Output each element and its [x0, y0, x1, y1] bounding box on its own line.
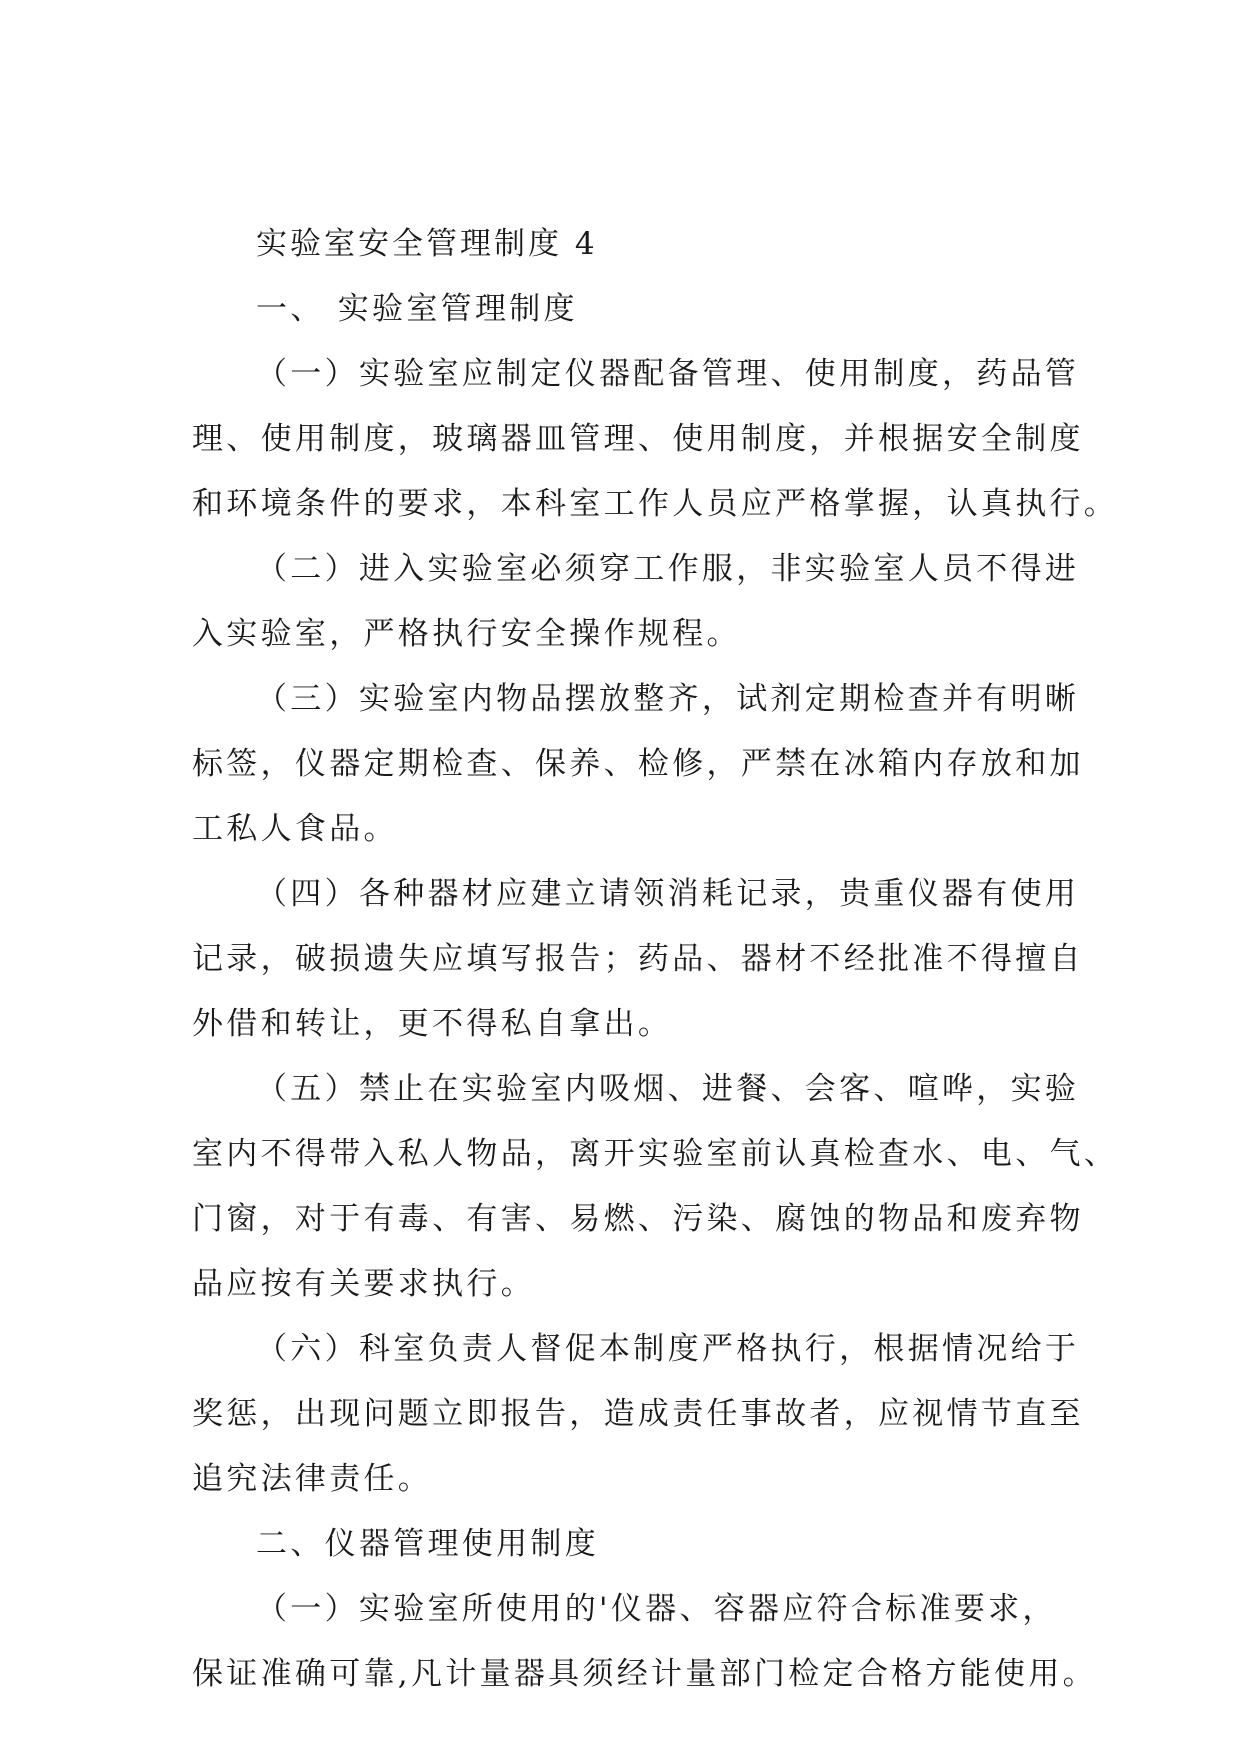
paragraph-7-line-1: （一）实验室所使用的'仪器、容器应符合标准要求， — [256, 1591, 1057, 1627]
paragraph-1-line-2: 理、使用制度，玻璃器皿管理、使用制度，并根据安全制度 — [192, 421, 1084, 457]
paragraph-3-line-3: 工私人食品。 — [192, 811, 398, 847]
paragraph-3-line-2: 标签，仪器定期检查、保养、检修，严禁在冰箱内存放和加 — [192, 746, 1084, 782]
document-title: 实验室安全管理制度 4 — [256, 226, 598, 262]
paragraph-1-line-3: 和环境条件的要求，本科室工作人员应严格掌握，认真执行。 — [192, 486, 1119, 522]
paragraph-5-line-3: 门窗，对于有毒、有害、易燃、污染、腐蚀的物品和废弃物 — [192, 1201, 1084, 1237]
paragraph-6-line-1: （六）科室负责人督促本制度严格执行，根据情况给于 — [256, 1331, 1080, 1367]
paragraph-5-line-2: 室内不得带入私人物品，离开实验室前认真检查水、电、气、 — [192, 1136, 1119, 1172]
paragraph-4-line-2: 记录，破损遗失应填写报告；药品、器材不经批准不得擅自 — [192, 941, 1084, 977]
paragraph-7-line-2: 保证准确可靠,凡计量器具须经计量部门检定合格方能使用。 — [192, 1656, 1097, 1692]
paragraph-2-line-2: 入实验室，严格执行安全操作规程。 — [192, 616, 741, 652]
paragraph-4-line-3: 外借和转让，更不得私自拿出。 — [192, 1006, 673, 1042]
paragraph-6-line-3: 追究法律责任。 — [192, 1461, 433, 1497]
paragraph-4-line-1: （四）各种器材应建立请领消耗记录，贵重仪器有使用 — [256, 876, 1080, 912]
section-heading-1: 一、 实验室管理制度 — [256, 291, 578, 327]
paragraph-5-line-4: 品应按有关要求执行。 — [192, 1266, 535, 1302]
paragraph-3-line-1: （三）实验室内物品摆放整齐，试剂定期检查并有明晰 — [256, 681, 1080, 717]
document-page — [192, 212, 1119, 1707]
paragraph-6-line-2: 奖惩，出现问题立即报告，造成责任事故者，应视情节直至 — [192, 1396, 1084, 1432]
section-heading-2: 二、仪器管理使用制度 — [256, 1526, 599, 1562]
paragraph-2-line-1: （二）进入实验室必须穿工作服，非实验室人员不得进 — [256, 551, 1080, 587]
paragraph-5-line-1: （五）禁止在实验室内吸烟、进餐、会客、喧哗，实验 — [256, 1071, 1080, 1107]
paragraph-1-line-1: （一）实验室应制定仪器配备管理、使用制度，药品管 — [256, 356, 1080, 392]
